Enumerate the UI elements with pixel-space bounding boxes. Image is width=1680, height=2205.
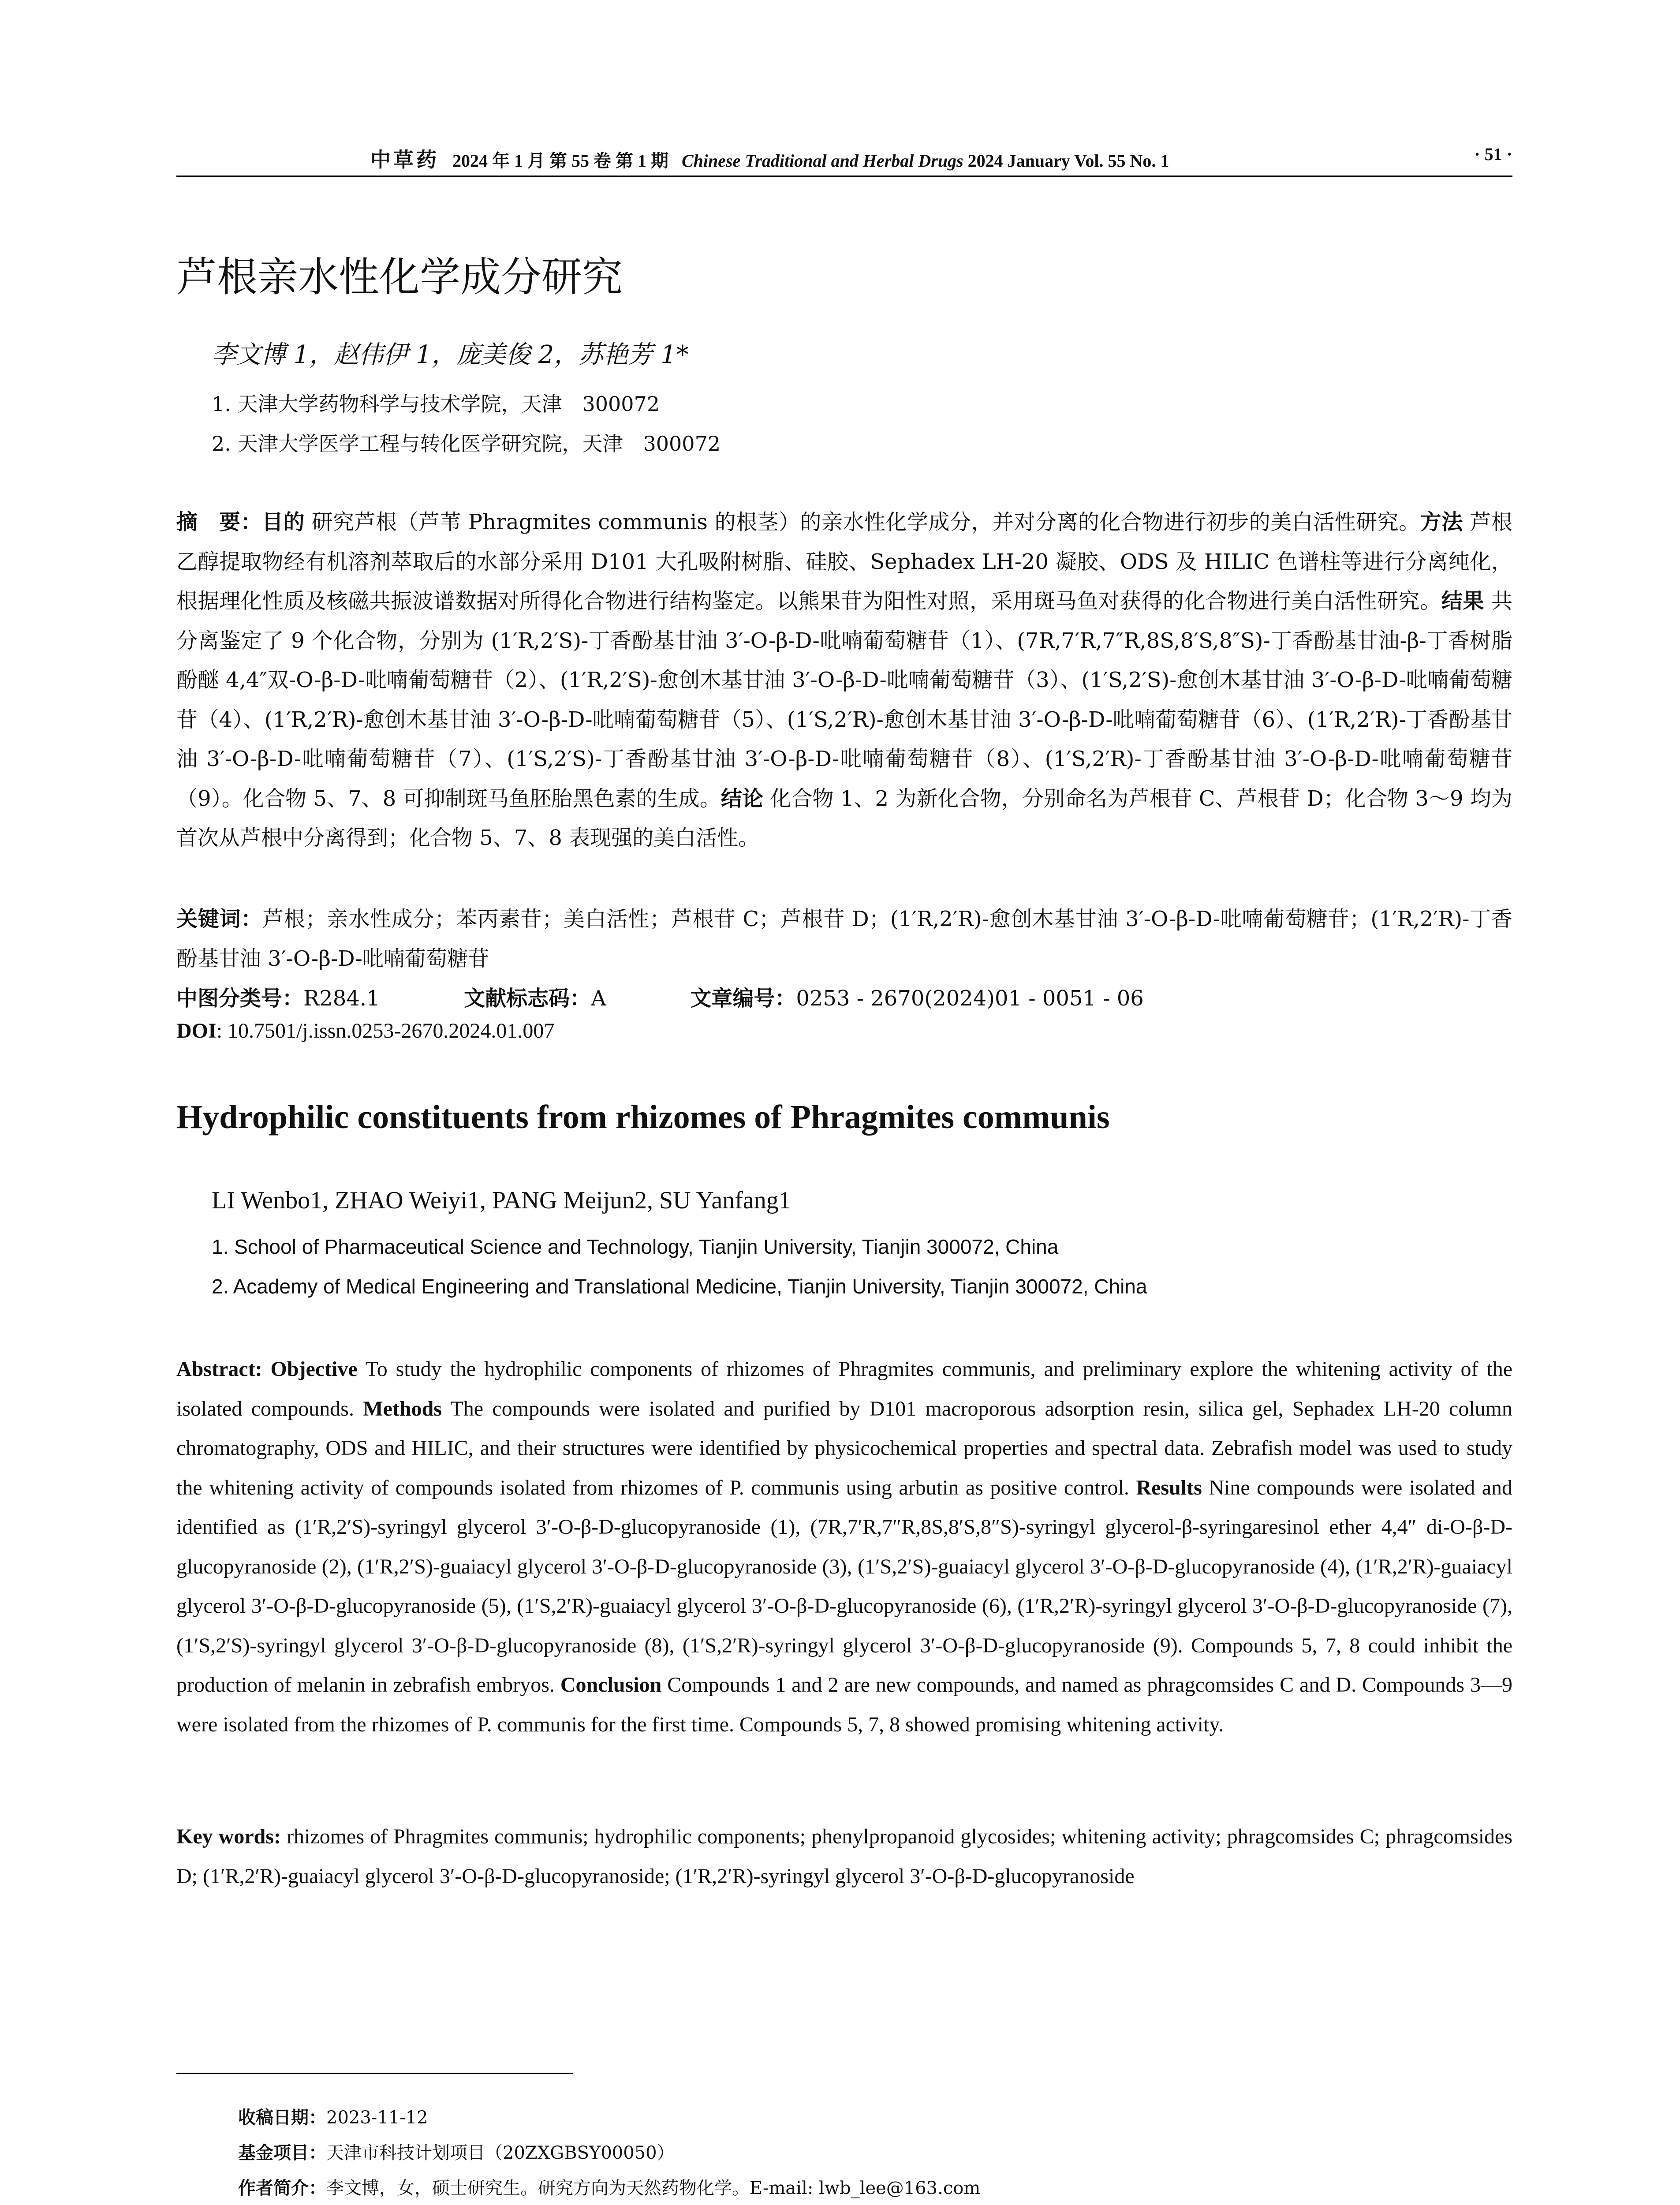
journal-name-en: Chinese Traditional and Herbal Drugs <box>682 151 963 171</box>
affiliation-cn-1: 1. 天津大学药物科学与技术学院，天津 300072 <box>212 392 660 416</box>
objective-label-cn: 目的 <box>261 510 305 534</box>
conclusion-text-cn: 化合物 1、2 为新化合物，分别命名为芦根苷 C、芦根苷 D；化合物 3～9 均为首次从芦根中分离得到；化合物 5、7、8 表现强的美白活性。 <box>176 786 1512 850</box>
keywords-cn <box>176 900 1512 979</box>
doc-code-value: A <box>591 986 606 1011</box>
abstract-en <box>176 1349 1512 1744</box>
page-title-cn: 芦根亲水性化学成分研究 <box>176 254 623 301</box>
journal-logo: 中草药 <box>370 148 439 172</box>
footnote-received-label: 收稿日期： <box>238 2108 326 2128</box>
results-text-cn: 共分离鉴定了 9 个化合物，分别为 (1′R,2′S)-丁香酚基甘油 3′-O-β-D-吡喃葡萄糖苷（1）、(7R,7′R,7″R,8S,8′S,8″S)-丁香酚基甘油-β-丁香树脂酚醚 4,4″双-O-β-D-吡喃葡萄糖苷（2）、(1′R,2′S)-愈创木基甘油 3′-O-β-D-吡喃葡萄糖苷（3）、(1′S,2′S)-愈创木基甘油 3′-O-β-D-吡喃葡萄糖苷（4）、(1′R,2′R)-愈创木基甘油 3′-O-β-D-吡喃葡萄糖苷（5）、(1′S,2′R)-愈创木基甘油 3′-O-β-D-吡喃葡萄糖苷（6）、(1′R,2′R)-丁香酚基甘油 3′-O-β-D-吡喃葡萄糖苷（7）、(1′S,2′S)-丁香酚基甘油 3′-O-β-D-吡喃葡萄糖苷（8）、(1′S,2′R)-丁香酚基甘油 3′-O-β-D-吡喃葡萄糖苷（9）。化合物 5、7、8 可抑制斑马鱼胚胎黑色素的生成。 <box>176 589 1512 811</box>
authors-cn: 李文博 1，赵伟伊 1，庞美俊 2，苏艳芳 1* <box>212 340 689 369</box>
abstract-label-en: Abstract: Objective <box>176 1357 358 1381</box>
abstract-label-cn: 摘 要： <box>176 510 262 534</box>
affiliation-en-2: 2. Academy of Medical Engineering and Translational Medicine, Tianjin University, Tianjin 300072, China <box>212 1275 1147 1298</box>
conclusion-text-en: Compounds 1 and 2 are new compounds, and named as phragcomsides C and D. Compounds 3—9 were isolated from the rhizomes of P. communis for the first time. Compounds 5, 7, 8 showed promising whitening activity. <box>176 1673 1513 1736</box>
methods-label-en: Methods <box>363 1397 442 1420</box>
running-header <box>176 140 1512 177</box>
keywords-label-cn: 关键词： <box>176 907 263 931</box>
abstract-cn <box>176 503 1512 858</box>
footnote-author-bio <box>238 2174 980 2199</box>
clc-label: 中图分类号： <box>176 986 304 1011</box>
objective-text-cn: 研究芦根（芦苇 Phragmites communis 的根茎）的亲水性化学成分，并对分离的化合物进行初步的美白活性研究。 <box>311 510 1420 534</box>
doi-line <box>176 1019 554 1043</box>
keywords-en <box>176 1817 1512 1896</box>
affiliation-en-1: 1. School of Pharmaceutical Science and Technology, Tianjin University, Tianjin 300072, China <box>212 1235 1059 1258</box>
classification-line <box>176 981 1144 1012</box>
article-no-value: 0253 - 2670(2024)01 - 0051 - 06 <box>796 986 1144 1011</box>
doc-code-label: 文献标志码： <box>464 986 591 1011</box>
keywords-label-en: Key words: <box>176 1825 281 1848</box>
footnote-received <box>238 2104 428 2129</box>
results-text-en: Nine compounds were isolated and identified as (1′R,2′S)-syringyl glycerol 3′-O-β-D-glucopyranoside (1), (7R,7′R,7″R,8S,8′S,8″S)-syringyl glycerol-β-syringaresinol ether 4,4″ di-O-β-D-glucopyranoside (2), (1′R,2′S)-guaiacyl glycerol 3′-O-β-D-glucopyranoside (3), (1′S,2′S)-guaiacyl glycerol 3′-O-β-D-glucopyranoside (4), (1′R,2′R)-guaiacyl glycerol 3′-O-β-D-glucopyranoside (5), (1′S,2′R)-guaiacyl glycerol 3′-O-β-D-glucopyranoside (6), (1′R,2′R)-syringyl glycerol 3′-O-β-D-glucopyranoside (7), (1′S,2′S)-syringyl glycerol 3′-O-β-D-glucopyranoside (8), (1′S,2′R)-syringyl glycerol 3′-O-β-D-glucopyranoside (9). Compounds 5, 7, 8 could inhibit the production of melanin in zebrafish embryos. <box>176 1476 1512 1697</box>
affiliation-cn-2: 2. 天津大学医学工程与转化医学研究院，天津 300072 <box>212 432 721 456</box>
footnote-received-text: 2023-11-12 <box>326 2108 428 2128</box>
clc-value: R284.1 <box>303 986 380 1011</box>
doi-value: : 10.7501/j.issn.0253-2670.2024.01.007 <box>216 1019 555 1043</box>
footnote-author-bio-text: 李文博，女，硕士研究生。研究方向为天然药物化学。E-mail: lwb_lee@163.com <box>326 2178 981 2198</box>
objective-text-en: To study the hydrophilic components of rhizomes of Phragmites communis, and preliminary explore the whitening activity of the isolated compounds. <box>176 1357 1512 1420</box>
authors-en: LI Wenbo1, ZHAO Weiyi1, PANG Meijun2, SU Yanfang1 <box>212 1187 791 1214</box>
page-title-en: Hydrophilic constituents from rhizomes of Phragmites communis <box>176 1099 1110 1136</box>
methods-text-en: The compounds were isolated and purified by D101 macroporous adsorption resin, silica gel, Sephadex LH-20 column chromatography, ODS and HILIC, and their structures were identified by physicochemical properties and spectral data. Zebrafish model was used to study the whitening activity of compounds isolated from rhizomes of P. communis using arbutin as positive control. <box>176 1397 1513 1499</box>
footnote-funding-label: 基金项目： <box>238 2143 326 2163</box>
article-no-label: 文章编号： <box>690 986 796 1011</box>
conclusion-label-en: Conclusion <box>560 1673 662 1697</box>
keywords-text-cn: 芦根；亲水性成分；苯丙素苷；美白活性；芦根苷 C；芦根苷 D；(1′R,2′R)-愈创木基甘油 3′-O-β-D-吡喃葡萄糖苷；(1′R,2′R)-丁香酚基甘油 3′-O-β-D-吡喃葡萄糖苷 <box>176 907 1512 971</box>
results-label-en: Results <box>1136 1476 1202 1499</box>
journal-citation <box>370 144 1169 173</box>
footnote-divider <box>176 2073 573 2074</box>
results-label-cn: 结果 <box>1441 589 1485 613</box>
footnote-funding <box>238 2139 675 2164</box>
keywords-text-en: rhizomes of Phragmites communis; hydrophilic components; phenylpropanoid glycosides; whitening activity; phragcomsides C; phragcomsides D; (1′R,2′R)-guaiacyl glycerol 3′-O-β-D-glucopyranoside; (1′R,2′R)-syringyl glycerol 3′-O-β-D-glucopyranoside <box>176 1825 1513 1888</box>
methods-text-cn: 芦根乙醇提取物经有机溶剂萃取后的水部分采用 D101 大孔吸附树脂、硅胶、Sephadex LH-20 凝胶、ODS 及 HILIC 色谱柱等进行分离纯化，根据理化性质及核磁共振波谱数据对所得化合物进行结构鉴定。以熊果苷为阳性对照，采用斑马鱼对获得的化合物进行美白活性研究。 <box>176 510 1512 613</box>
methods-label-cn: 方法 <box>1420 510 1463 534</box>
conclusion-label-cn: 结论 <box>721 786 763 811</box>
page-number: · 51 · <box>1474 144 1512 164</box>
doi-label: DOI <box>176 1019 217 1043</box>
journal-issue-en: 2024 January Vol. 55 No. 1 <box>967 151 1169 171</box>
footnote-author-bio-label: 作者简介： <box>238 2178 326 2198</box>
journal-issue-cn: 2024 年 1 月 第 55 卷 第 1 期 <box>452 151 668 171</box>
footnote-funding-text: 天津市科技计划项目（20ZXGBSY00050） <box>326 2143 675 2163</box>
